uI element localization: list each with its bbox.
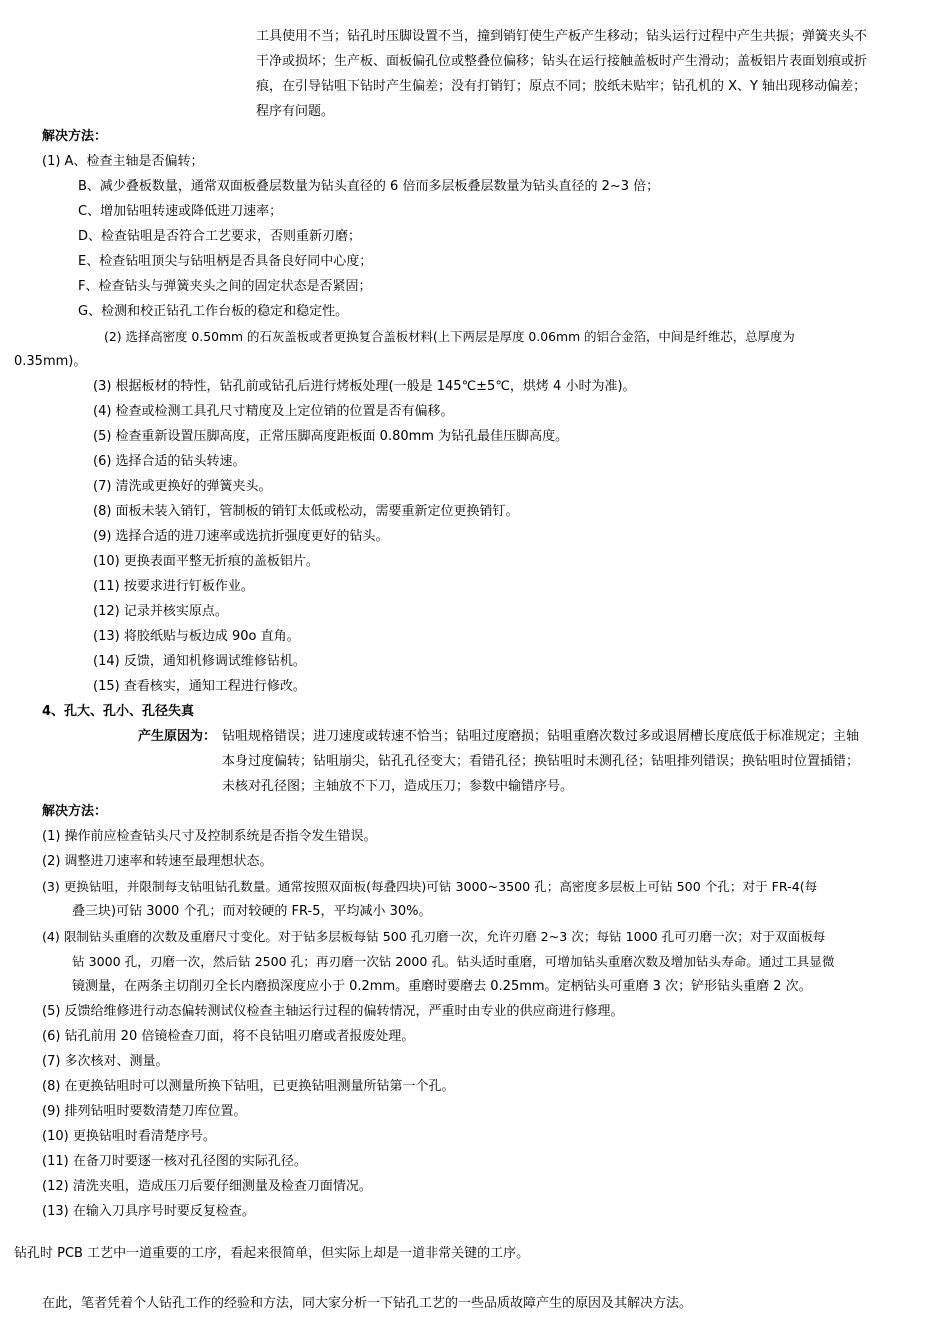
solution-item: (9) 排列钻咀时要数清楚刀库位置。 <box>42 1104 247 1119</box>
section-title: 4、孔大、孔小、孔径失真 <box>42 704 195 719</box>
body-paragraph: 在此，笔者凭着个人钻孔工作的经验和方法，同大家分析一下钻孔工艺的一些品质故障产生的原因及其解决方法。 <box>42 1296 693 1311</box>
cause-text-line: 干净或损坏；生产板、面板偏孔位或整叠位偏移；钻头在运行接触盖板时产生滑动；盖板铝片表面划痕或折 <box>256 54 868 69</box>
cause-text-line: 工具使用不当；钻孔时压脚设置不当，撞到销钉使生产板产生移动；钻头运行过程中产生共振；弹簧夹头不 <box>256 29 868 44</box>
solution-item: (1) 操作前应检查钻头尺寸及控制系统是否指令发生错误。 <box>42 829 377 844</box>
solution-item-continued: 镜测量，在两条主切削刃全长内磨损深度应小于 0.2mm。重磨时要磨去 0.25mm。定柄钻头可重磨 3 次；铲形钻头重磨 2 次。 <box>72 979 812 994</box>
body-paragraph: 钻孔时 PCB 工艺中一道重要的工序，看起来很简单，但实际上却是一道非常关键的工序。 <box>14 1246 530 1261</box>
solution-item: (3) 更换钻咀，并限制每支钻咀钻孔数量。通常按照双面板(每叠四块)可钻 3000~3500 孔；高密度多层板上可钻 500 个孔；对于 FR-4(每 <box>42 879 818 894</box>
solution-heading: 解决方法： <box>42 129 108 144</box>
solution-item: (1) A、检查主轴是否偏转； <box>42 154 204 169</box>
solution-item: (9) 选择合适的进刀速率或选抗折强度更好的钻头。 <box>93 529 389 544</box>
cause-text-line: 未核对孔径图；主轴放不下刀，造成压刀；参数中输错序号。 <box>222 779 574 794</box>
solution-item: (11) 在备刀时要逐一核对孔径图的实际孔径。 <box>42 1154 307 1169</box>
cause-text-line: 钻咀规格错误；进刀速度或转速不恰当；钻咀过度磨损；钻咀重磨次数过多或退屑槽长度底低于标准规定；主轴 <box>222 729 860 744</box>
solution-item: (5) 检查重新设置压脚高度，正常压脚高度距板面 0.80mm 为钻孔最佳压脚高度。 <box>93 429 569 444</box>
solution-item: (15) 查看核实，通知工程进行修改。 <box>93 679 306 694</box>
cause-text-line: 痕，在引导钻咀下钻时产生偏差；没有打销钉；原点不同；胶纸未贴牢；钻孔机的 X、Y 轴出现移动偏差； <box>256 79 867 94</box>
solution-item: E、检查钻咀顶尖与钻咀柄是否具备良好同中心度； <box>78 254 373 269</box>
solution-item: (10) 更换表面平整无折痕的盖板铝片。 <box>93 554 319 569</box>
solution-item-continued: 0.35mm)。 <box>14 354 87 369</box>
solution-item: (5) 反馈给维修进行动态偏转测试仪检查主轴运行过程的偏转情况，严重时由专业的供应商进行修理。 <box>42 1004 624 1019</box>
solution-item: (6) 选择合适的钻头转速。 <box>93 454 246 469</box>
solution-item: C、增加钻咀转速或降低进刀速率； <box>78 204 283 219</box>
solution-item: (2) 调整进刀速率和转速至最理想状态。 <box>42 854 273 869</box>
cause-text-line: 程序有问题。 <box>256 104 335 119</box>
solution-item: (3) 根据板材的特性，钻孔前或钻孔后进行烤板处理(一般是 145℃±5℃，烘烤 4 小时为准)。 <box>93 379 636 394</box>
cause-label: 产生原因为： <box>138 729 217 744</box>
solution-item: (7) 清洗或更换好的弹簧夹头。 <box>93 479 272 494</box>
solution-item: (4) 检查或检测工具孔尺寸精度及上定位销的位置是否有偏移。 <box>93 404 454 419</box>
solution-item: F、检查钻头与弹簧夹头之间的固定状态是否紧固； <box>78 279 372 294</box>
solution-item: (10) 更换钻咀时看清楚序号。 <box>42 1129 216 1144</box>
solution-item: (12) 记录并核实原点。 <box>93 604 228 619</box>
solution-item: D、检查钻咀是否符合工艺要求，否则重新刃磨； <box>78 229 362 244</box>
solution-item: (13) 将胶纸贴与板边成 90o 直角。 <box>93 629 300 644</box>
solution-item: (12) 清洗夹咀，造成压刀后要仔细测量及检查刀面情况。 <box>42 1179 372 1194</box>
solution-item: (4) 限制钻头重磨的次数及重磨尺寸变化。对于钻多层板每钻 500 孔刃磨一次，允许刃磨 2~3 次；每钻 1000 孔可刃磨一次；对于双面板每 <box>42 929 826 944</box>
solution-item: (2) 选择高密度 0.50mm 的石灰盖板或者更换复合盖板材料(上下两层是厚度 0.06mm 的铝合金箔，中间是纤维芯，总厚度为 <box>104 329 795 344</box>
solution-item: (13) 在输入刀具序号时要反复检查。 <box>42 1204 255 1219</box>
solution-item: (8) 面板未装入销钉，管制板的销钉太低或松动，需要重新定位更换销钉。 <box>93 504 519 519</box>
solution-item: (11) 按要求进行钉板作业。 <box>93 579 254 594</box>
solution-item-continued: 叠三块)可钻 3000 个孔；而对较硬的 FR-5，平均减小 30%。 <box>72 904 432 919</box>
solution-item: (7) 多次核对、测量。 <box>42 1054 169 1069</box>
solution-item-continued: 钻 3000 孔，刃磨一次，然后钻 2500 孔；再刃磨一次钻 2000 孔。钻头适时重磨，可增加钻头重磨次数及增加钻头寿命。通过工具显微 <box>72 954 835 969</box>
cause-text-line: 本身过度偏转；钻咀崩尖，钻孔孔径变大；看错孔径；换钻咀时未测孔径；钻咀排列错误；换钻咀时位置插错； <box>222 754 860 769</box>
solution-item: (14) 反馈，通知机修调试维修钻机。 <box>93 654 306 669</box>
solution-item: G、检测和校正钻孔工作台板的稳定和稳定性。 <box>78 304 349 319</box>
solution-heading: 解决方法： <box>42 804 108 819</box>
solution-item: (6) 钻孔前用 20 倍镜检查刀面，将不良钻咀刃磨或者报废处理。 <box>42 1029 415 1044</box>
solution-item: (8) 在更换钻咀时可以测量所换下钻咀，已更换钻咀测量所钻第一个孔。 <box>42 1079 455 1094</box>
solution-item: B、减少叠板数量，通常双面板叠层数量为钻头直径的 6 倍而多层板叠层数量为钻头直径的 2~3 倍； <box>78 179 660 194</box>
